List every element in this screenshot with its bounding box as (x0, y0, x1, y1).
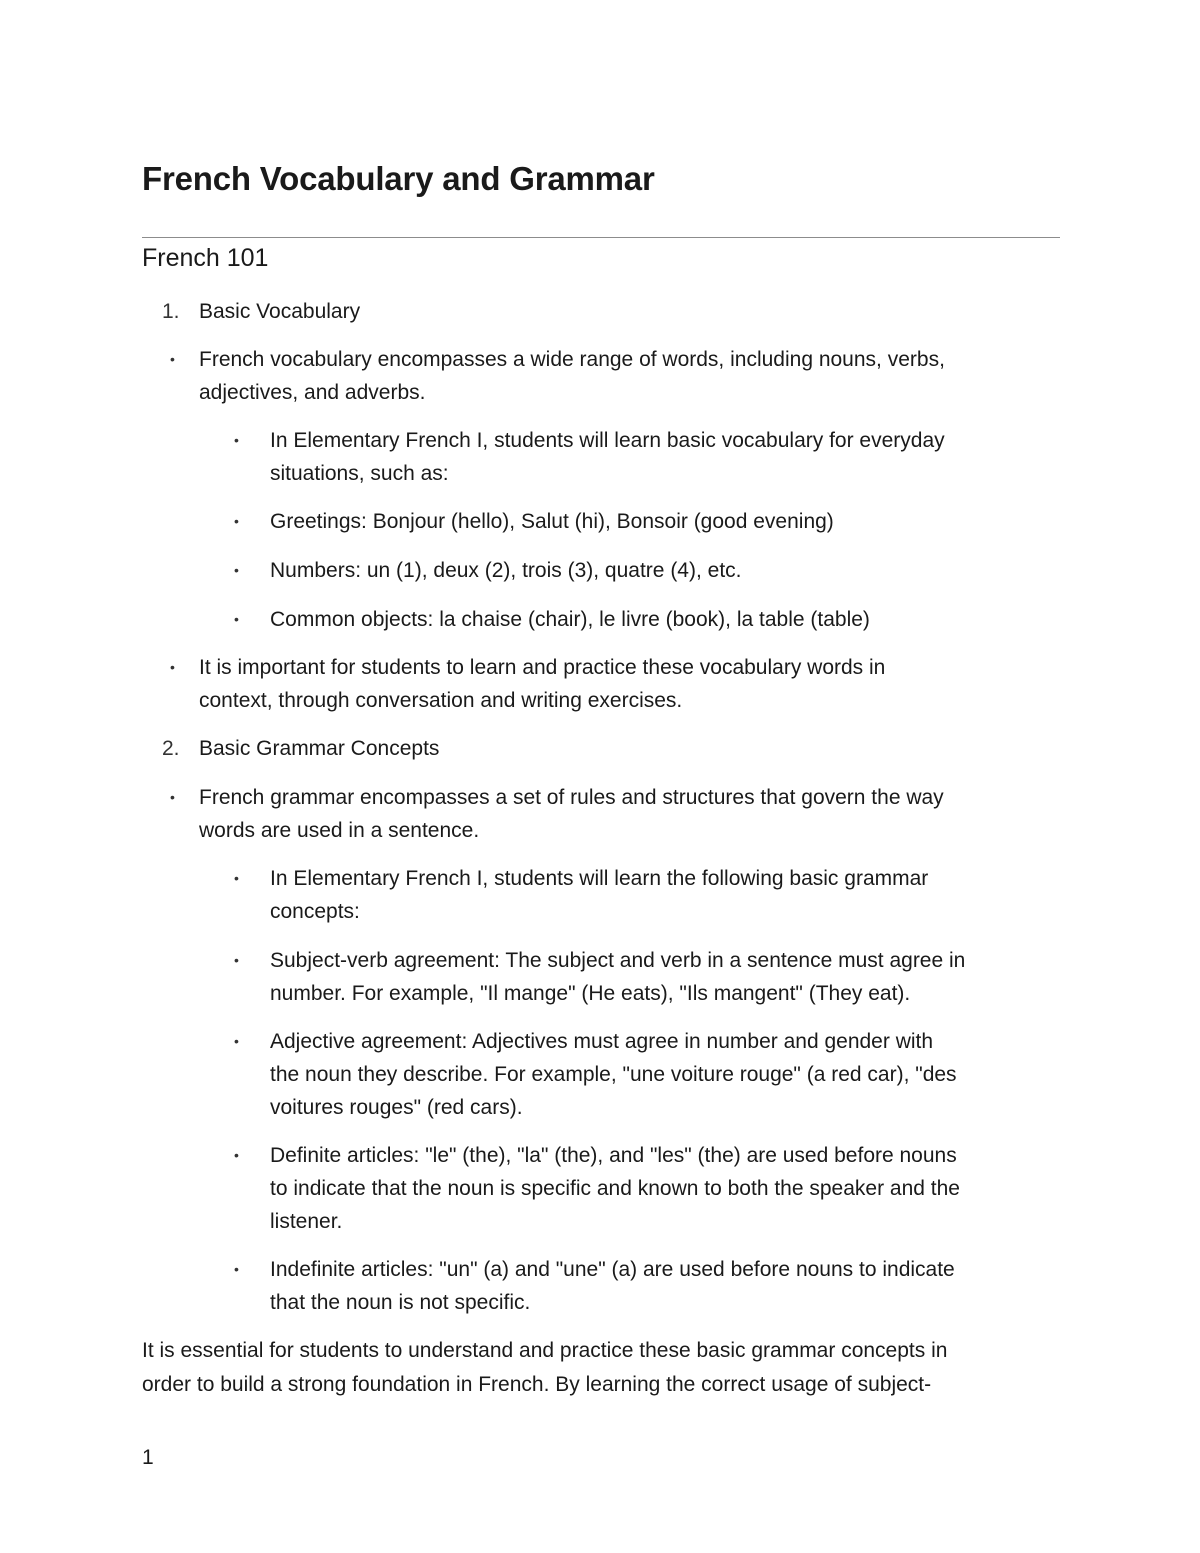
page-number: 1 (142, 1446, 154, 1469)
sub-bullet-icon: • (234, 952, 239, 968)
sub-bullet-icon: • (234, 513, 239, 529)
list-number: 1. (162, 300, 180, 323)
sub-bullet-text: In Elementary French I, students will learn the following basic grammar (270, 867, 929, 890)
sub-bullet-text: to indicate that the noun is specific and known to both the speaker and the (270, 1177, 960, 1200)
bullet-text: French grammar encompasses a set of rules and structures that govern the way (199, 786, 944, 809)
sub-bullet-icon: • (234, 1033, 239, 1049)
sub-bullet-text: that the noun is not specific. (270, 1291, 531, 1314)
sub-bullet-icon: • (234, 432, 239, 448)
bullet-icon: • (170, 659, 175, 675)
bullet-text: adjectives, and adverbs. (199, 381, 426, 404)
sub-bullet-text: Subject-verb agreement: The subject and verb in a sentence must agree in (270, 949, 966, 972)
sub-bullet-text: concepts: (270, 900, 360, 923)
sub-bullet-icon: • (234, 1261, 239, 1277)
sub-bullet-text: listener. (270, 1210, 343, 1233)
sub-bullet-text: Greetings: Bonjour (hello), Salut (hi), Bonsoir (good evening) (270, 510, 834, 533)
sub-bullet-icon: • (234, 562, 239, 578)
sub-bullet-icon: • (234, 1147, 239, 1163)
sub-bullet-icon: • (234, 870, 239, 886)
bullet-text: context, through conversation and writing exercises. (199, 689, 683, 712)
sub-bullet-text: the noun they describe. For example, "une voiture rouge" (a red car), "des (270, 1063, 957, 1086)
bullet-icon: • (170, 789, 175, 805)
sub-bullet-text: Definite articles: "le" (the), "la" (the), and "les" (the) are used before nouns (270, 1144, 957, 1167)
sub-bullet-text: In Elementary French I, students will learn basic vocabulary for everyday (270, 429, 945, 452)
sub-bullet-text: voitures rouges" (red cars). (270, 1096, 523, 1119)
sub-bullet-text: Adjective agreement: Adjectives must agree in number and gender with (270, 1030, 934, 1053)
closing-paragraph-line: It is essential for students to understand and practice these basic grammar concepts in (142, 1339, 948, 1362)
sub-bullet-text: situations, such as: (270, 462, 449, 485)
list-number: 2. (162, 737, 180, 760)
title-divider (142, 237, 1060, 238)
section-heading: French 101 (142, 244, 269, 272)
list-item-heading: Basic Vocabulary (199, 300, 361, 323)
bullet-text: French vocabulary encompasses a wide range of words, including nouns, verbs, (199, 348, 945, 371)
bullet-text: It is important for students to learn and practice these vocabulary words in (199, 656, 886, 679)
bullet-icon: • (170, 351, 175, 367)
sub-bullet-text: Common objects: la chaise (chair), le livre (book), la table (table) (270, 608, 870, 631)
sub-bullet-text: number. For example, "Il mange" (He eats), "Ils mangent" (They eat). (270, 982, 911, 1005)
sub-bullet-icon: • (234, 611, 239, 627)
bullet-text: words are used in a sentence. (199, 819, 480, 842)
document-title: French Vocabulary and Grammar (142, 160, 655, 197)
list-item-heading: Basic Grammar Concepts (199, 737, 440, 760)
sub-bullet-text: Indefinite articles: "un" (a) and "une" (a) are used before nouns to indicate (270, 1258, 955, 1281)
closing-paragraph-line: order to build a strong foundation in French. By learning the correct usage of subject- (142, 1373, 932, 1396)
sub-bullet-text: Numbers: un (1), deux (2), trois (3), quatre (4), etc. (270, 559, 742, 582)
